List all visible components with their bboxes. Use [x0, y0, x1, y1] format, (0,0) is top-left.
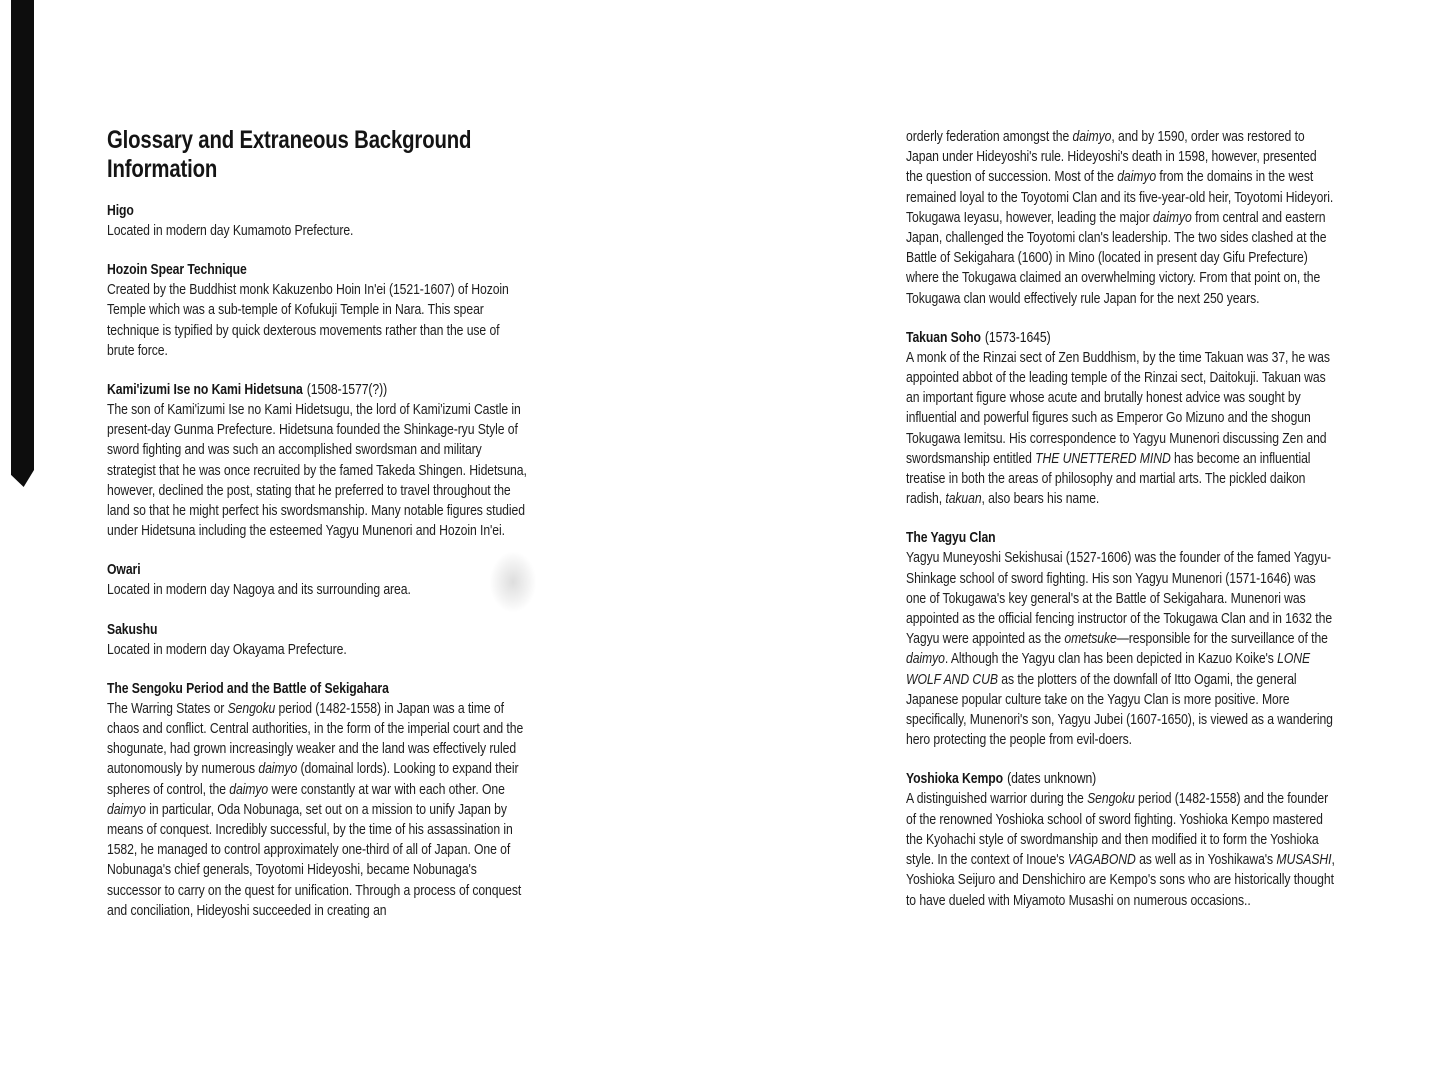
- entry-heading: Takuan Soho (1573-1645): [906, 328, 1051, 346]
- entry-yagyu-clan: [906, 528, 1336, 750]
- entry-heading: The Yagyu Clan: [906, 529, 996, 547]
- entry-heading: Hozoin Spear Technique: [107, 261, 247, 279]
- entry-body: A monk of the Rinzai sect of Zen Buddhism, by the time Takuan was 37, he was appointed abbot of the leading temple of the Rinzai sect, Daitokuji. Takuan was an important figure whose acute and brutally honest advice was sought by influential and powerful figures such as Emperor Go Mizuno and the shogun Tokugawa Iemitsu. His correspondence to Yagyu Munenori discussing Zen and swordsmanship entitled THE UNETTERED MIND has become an influential treatise in both the areas of philosophy and martial arts. The pickled daikon radish, takuan, also bears his name.: [906, 348, 1330, 508]
- entry-body: Yagyu Muneyoshi Sekishusai (1527-1606) was the founder of the famed Yagyu-Shinkage school of sword fighting. His son Yagyu Munenori (1571-1646) was one of Tokugawa's key general's at the Battle of Sekigahara. Munenori was appointed as the official fencing instructor of the Tokugawa Clan and in 1632 the Yagyu were appointed as the ometsuke—responsible for the surveillance of the daimyo. Although the Yagyu clan has been depicted in Kazuo Koike's LONE WOLF AND CUB as the plotters of the downfall of Itto Ogami, the general Japanese popular culture take on the Yagyu Clan is more positive. More specifically, Munenori's son, Yagyu Jubei (1607-1650), is viewed as a wandering hero protecting the people from evil-doers.: [906, 549, 1333, 749]
- entry-takuan-soho: [906, 328, 1336, 510]
- entry-sakushu: [107, 620, 527, 660]
- continuation-paragraph: orderly federation amongst the daimyo, and by 1590, order was restored to Japan under Hideyoshi's rule. Hideyoshi's death in 1598, however, presented the question of succession. Most of the daimyo from the domains in the west remained loyal to the Toyotomi Clan and its five-year-old heir, Toyotomi Hideyori. Tokugawa Ieyasu, however, leading the major daimyo from central and eastern Japan, challenged the Toyotomi clan's leadership. The two sides clashed at the Battle of Sekigahara (1600) in Mino (located in present day Gifu Prefecture) where the Tokugawa claimed an overwhelming victory. From that point on, the Tokugawa clan would effectively rule Japan for the next 250 years.: [906, 128, 1334, 307]
- entry-body: Created by the Buddhist monk Kakuzenbo Hoin In'ei (1521-1607) of Hozoin Temple which was a sub-temple of Kofukuji Temple in Nara. This spear technique is typified by quick dexterous movements rather than the use of brute force.: [107, 281, 509, 359]
- right-page-column: [906, 127, 1336, 930]
- entry-heading: Kami'izumi Ise no Kami Hidetsuna (1508-1577(?)): [107, 381, 388, 399]
- entry-kamiizumi-hidetsuna: [107, 380, 527, 541]
- entry-body: The son of Kami'izumi Ise no Kami Hidetsugu, the lord of Kami'izumi Castle in present-day Gunma Prefecture. Hidetsuna founded the Shinkage-ryu Style of sword fighting and was such an accomplished swordsman and military strategist that he was once recruited by the famed Takeda Shingen. Hidetsuna, however, declined the post, stating that he preferred to travel throughout the land so that he might perfect his swordsmanship. Many notable figures studied under Hidetsuna including the esteemed Yagyu Munenori and Hozoin In'ei.: [107, 401, 527, 540]
- entry-body: A distinguished warrior during the Sengoku period (1482-1558) and the founder of the renowned Yoshioka school of sword fighting. Yoshioka Kempo mastered the Kyohachi style of swordmanship and then modified it to form the Yoshioka style. In the context of Inoue's VAGABOND as well as in Yoshikawa's MUSASHI, Yoshioka Seijuro and Denshichiro are Kempo's sons who are historically thought to have dueled with Miyamoto Musashi on numerous occasions..: [906, 790, 1335, 909]
- entry-body: Located in modern day Nagoya and its surrounding area.: [107, 581, 411, 599]
- entry-yoshioka-kempo: [906, 769, 1336, 910]
- entry-owari: [107, 560, 527, 600]
- scan-edge-artifact: [11, 0, 34, 487]
- entry-heading: Yoshioka Kempo (dates unknown): [906, 770, 1097, 788]
- entry-heading: Higo: [107, 202, 134, 219]
- entry-body: The Warring States or Sengoku period (1482-1558) in Japan was a time of chaos and conflict. Central authorities, in the form of the imperial court and the shogunate, had grown increasingly weaker and the land was effectively ruled autonomously by numerous daimyo (domainal lords). Looking to expand their spheres of control, the daimyo were constantly at war with each other. One daimyo in particular, Oda Nobunaga, set out on a mission to unify Japan by means of conquest. Incredibly successful, by the time of his assassination in 1582, he managed to control approximately one-third of all of Japan. One of Nobunaga's chief generals, Toyotomi Hideyoshi, became Nobunaga's successor to carry on the quest for unification. Through a process of conquest and conciliation, Hideyoshi succeeded in creating an: [107, 699, 524, 919]
- left-page-column: [107, 126, 527, 940]
- entry-heading: The Sengoku Period and the Battle of Sekigahara: [107, 679, 389, 697]
- entry-heading: Sakushu: [107, 620, 158, 638]
- entry-heading: Owari: [107, 561, 141, 579]
- entry-hozoin-spear-technique: [107, 260, 527, 361]
- entry-body: Located in modern day Kumamoto Prefecture.: [107, 222, 354, 239]
- entry-higo: [107, 201, 527, 241]
- entry-body: Located in modern day Okayama Prefecture.: [107, 640, 347, 658]
- entry-sengoku-sekigahara: [107, 679, 527, 921]
- page-title: Glossary and Extraneous Background Information: [107, 126, 472, 183]
